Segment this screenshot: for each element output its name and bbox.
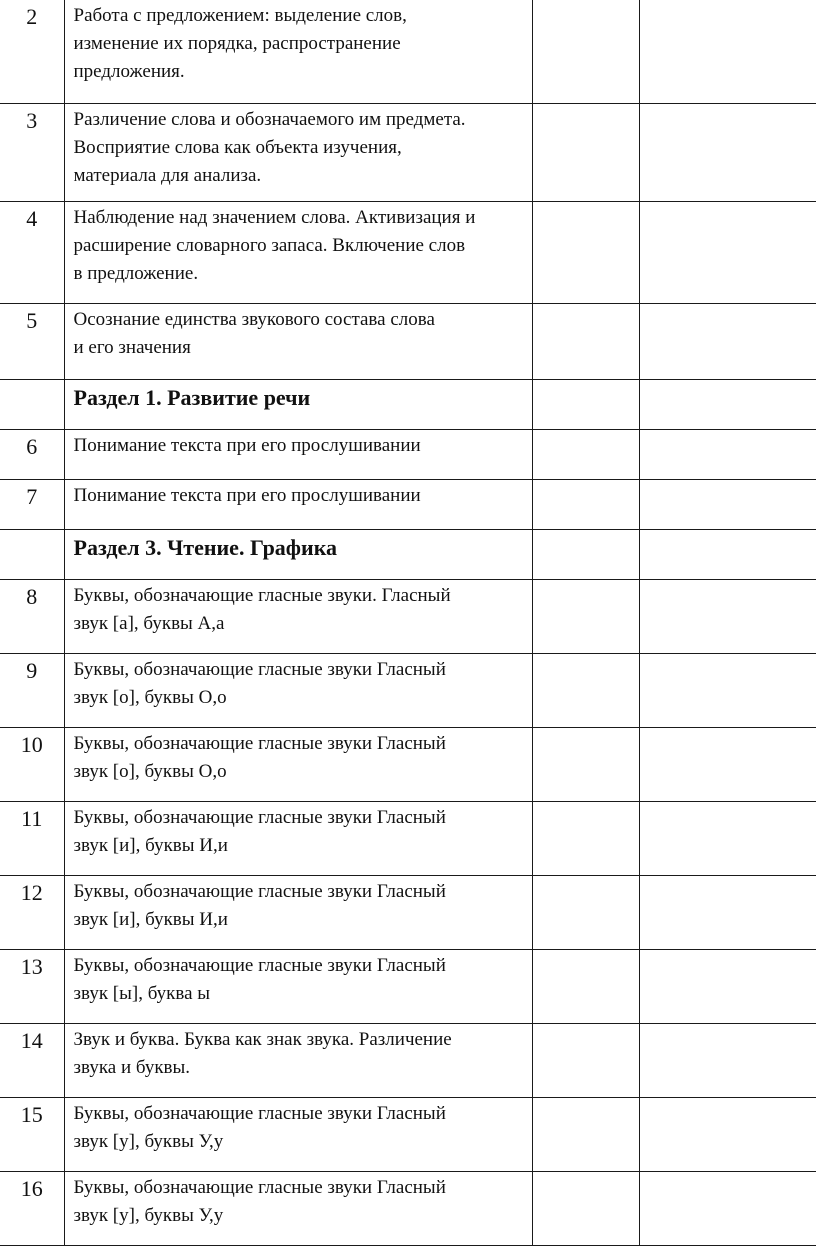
lesson-topic [64, 727, 532, 801]
empty-cell [532, 875, 639, 949]
row-number [0, 529, 64, 579]
section-row [0, 529, 816, 579]
row-number: 16 [0, 1171, 64, 1245]
row-number: 14 [0, 1023, 64, 1097]
lesson-topic [64, 201, 532, 303]
lesson-topic-text: Буквы, обозначающие гласные звуки Гласный звук [ы], буква ы [73, 954, 446, 1004]
empty-cell [639, 579, 816, 653]
empty-cell [532, 479, 639, 529]
empty-cell [532, 949, 639, 1023]
table-row [0, 1023, 816, 1097]
section-heading: Раздел 3. Чтение. Графика [64, 529, 532, 579]
empty-cell [639, 801, 816, 875]
lesson-topic-text: Буквы, обозначающие гласные звуки Гласный звук [у], буквы У,у [73, 1102, 446, 1152]
lesson-topic [64, 949, 532, 1023]
empty-cell [639, 949, 816, 1023]
table-row [0, 875, 816, 949]
empty-cell [532, 579, 639, 653]
empty-cell [639, 1171, 816, 1245]
lesson-topic-text: Звук и буква. Буква как знак звука. Различение звука и буквы. [73, 1028, 452, 1078]
table-row [0, 0, 816, 103]
row-number [0, 379, 64, 429]
empty-cell [639, 379, 816, 429]
lesson-topic-text: Наблюдение над значением слова. Активизация и расширение словарного запаса. Включение слов в предложение. [73, 206, 476, 284]
empty-cell [639, 1097, 816, 1171]
empty-cell [639, 479, 816, 529]
empty-cell [639, 653, 816, 727]
lesson-topic-text: Буквы, обозначающие гласные звуки. Гласный звук [а], буквы А,а [73, 584, 451, 634]
row-number: 4 [0, 201, 64, 303]
lesson-topic [64, 801, 532, 875]
lesson-topic [64, 0, 532, 103]
table-row [0, 949, 816, 1023]
row-number: 6 [0, 429, 64, 479]
empty-cell [532, 103, 639, 201]
lesson-topic-text: Буквы, обозначающие гласные звуки Гласный звук [у], буквы У,у [73, 1176, 446, 1226]
lesson-topic [64, 479, 532, 529]
empty-cell [532, 429, 639, 479]
table-row [0, 653, 816, 727]
lesson-topic-text: Буквы, обозначающие гласные звуки Гласный звук [о], буквы О,о [73, 732, 446, 782]
empty-cell [532, 801, 639, 875]
row-number: 11 [0, 801, 64, 875]
lesson-topic [64, 875, 532, 949]
row-number: 10 [0, 727, 64, 801]
table-row [0, 429, 816, 479]
empty-cell [639, 529, 816, 579]
lesson-topic [64, 429, 532, 479]
row-number: 3 [0, 103, 64, 201]
section-heading: Раздел 1. Развитие речи [64, 379, 532, 429]
row-number: 12 [0, 875, 64, 949]
row-number: 15 [0, 1097, 64, 1171]
empty-cell [639, 727, 816, 801]
lesson-topic-text: Буквы, обозначающие гласные звуки Гласный звук [о], буквы О,о [73, 658, 446, 708]
lesson-topic-text: Буквы, обозначающие гласные звуки Гласный звук [и], буквы И,и [73, 806, 446, 856]
lesson-topic-text: Различение слова и обозначаемого им предмета. Восприятие слова как объекта изучения, материала для анализа. [73, 108, 466, 186]
empty-cell [532, 529, 639, 579]
empty-cell [532, 653, 639, 727]
empty-cell [532, 727, 639, 801]
empty-cell [532, 379, 639, 429]
lesson-topic [64, 1023, 532, 1097]
empty-cell [639, 201, 816, 303]
table-row [0, 1097, 816, 1171]
empty-cell [639, 103, 816, 201]
row-number: 13 [0, 949, 64, 1023]
empty-cell [639, 0, 816, 103]
empty-cell [532, 0, 639, 103]
empty-cell [639, 1023, 816, 1097]
table-row [0, 201, 816, 303]
row-number: 7 [0, 479, 64, 529]
lesson-topic [64, 303, 532, 379]
lesson-topic-text: Понимание текста при его прослушивании [73, 484, 421, 506]
row-number: 5 [0, 303, 64, 379]
row-number: 9 [0, 653, 64, 727]
section-row [0, 379, 816, 429]
lesson-topic [64, 653, 532, 727]
table-row [0, 103, 816, 201]
lesson-topic [64, 1097, 532, 1171]
empty-cell [532, 1097, 639, 1171]
table-row [0, 801, 816, 875]
empty-cell [532, 201, 639, 303]
lesson-topic-text: Осознание единства звукового состава слова и его значения [73, 308, 435, 358]
empty-cell [532, 1171, 639, 1245]
table-row [0, 479, 816, 529]
lesson-topic [64, 579, 532, 653]
empty-cell [532, 1023, 639, 1097]
table-row [0, 1171, 816, 1245]
row-number: 8 [0, 579, 64, 653]
row-number: 2 [0, 0, 64, 103]
empty-cell [639, 303, 816, 379]
table-row [0, 303, 816, 379]
empty-cell [639, 875, 816, 949]
lesson-topic-text: Понимание текста при его прослушивании [73, 434, 421, 456]
table-row [0, 579, 816, 653]
lesson-topic-text: Буквы, обозначающие гласные звуки Гласный звук [и], буквы И,и [73, 880, 446, 930]
lesson-topic [64, 103, 532, 201]
table-row [0, 727, 816, 801]
lesson-topic-text: Работа с предложением: выделение слов, изменение их порядка, распространение предложения. [73, 5, 407, 82]
lesson-topic [64, 1171, 532, 1245]
empty-cell [532, 303, 639, 379]
empty-cell [639, 429, 816, 479]
